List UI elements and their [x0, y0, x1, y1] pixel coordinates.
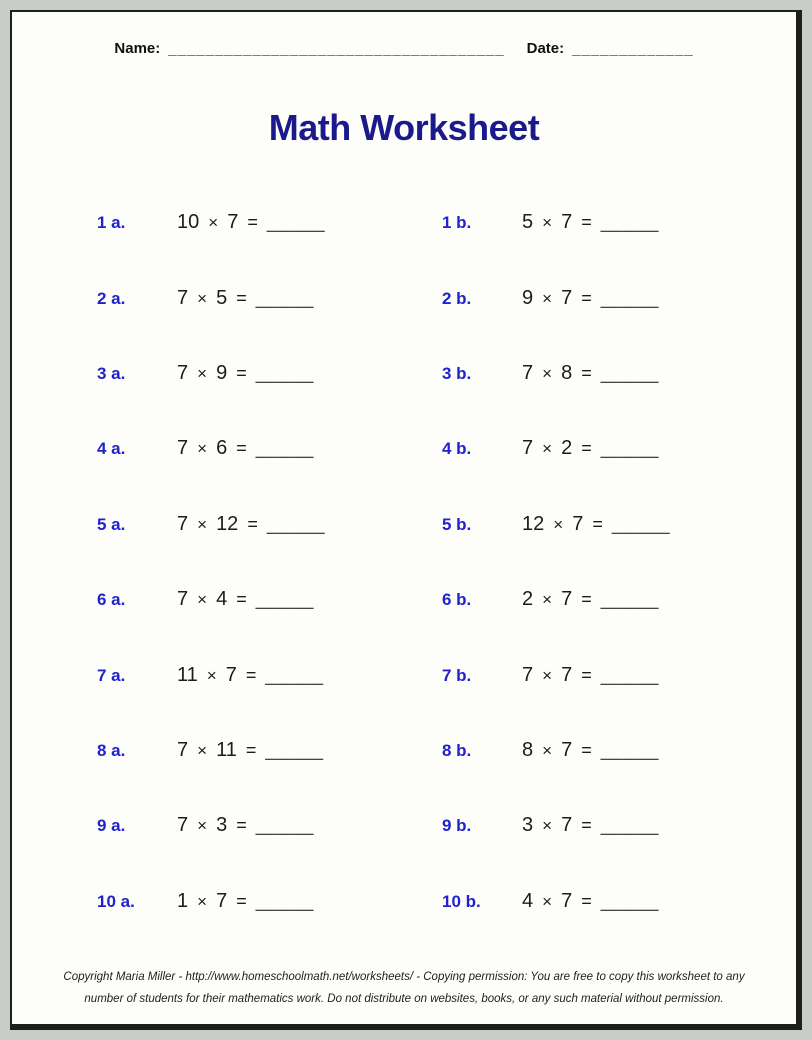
equals-sign: =: [581, 212, 592, 233]
factor-1: 1: [177, 889, 189, 912]
name-fill-line: ____________________________________: [168, 40, 505, 57]
problem-cell-b: [442, 890, 787, 913]
problem-number: 9 b.: [442, 816, 472, 836]
problem-number: 8 a.: [97, 740, 126, 760]
problem-cell-a: [97, 211, 442, 234]
factor-1: 4: [522, 889, 534, 912]
equals-sign: =: [581, 815, 592, 836]
footer-line-2: number of students for their mathematics work. Do not distribute on websites, books, or any such material without permission.: [84, 992, 724, 1005]
problem-number: 4 a.: [97, 439, 126, 459]
factor-1: 7: [177, 512, 189, 535]
equals-sign: =: [581, 589, 592, 610]
factor-1: 8: [522, 738, 534, 761]
problem-expression: [177, 664, 323, 687]
problem-expression: [522, 513, 670, 536]
problem-expression: [522, 362, 659, 385]
factor-2: 4: [216, 588, 228, 611]
factor-1: 7: [522, 361, 534, 384]
problem-number: 1 b.: [442, 213, 472, 233]
factor-1: 9: [522, 286, 534, 309]
answer-blank: _____: [265, 738, 324, 761]
problem-number: 6 a.: [97, 590, 126, 610]
factor-1: 7: [177, 437, 189, 460]
problem-cell-b: [442, 437, 787, 460]
problem-number: 10 b.: [442, 891, 481, 911]
problem-row: [97, 487, 776, 562]
multiply-sign: ×: [542, 891, 553, 911]
factor-2: 12: [216, 512, 239, 535]
factor-2: 7: [227, 211, 239, 234]
multiply-sign: ×: [197, 514, 208, 534]
factor-1: 7: [177, 588, 189, 611]
date-fill-line: _____________: [572, 40, 694, 57]
problem-expression: [177, 437, 314, 460]
factor-1: 7: [177, 814, 189, 837]
problem-cell-a: [97, 437, 442, 460]
factor-2: 7: [561, 211, 573, 234]
factor-1: 7: [522, 663, 534, 686]
problem-cell-a: [97, 362, 442, 385]
equals-sign: =: [581, 362, 592, 383]
problem-cell-b: [442, 362, 787, 385]
problem-number: 3 a.: [97, 363, 126, 383]
multiply-sign: ×: [542, 816, 553, 836]
factor-2: 7: [561, 286, 573, 309]
factor-2: 7: [561, 738, 573, 761]
problem-expression: [177, 211, 325, 234]
equals-sign: =: [236, 287, 247, 308]
answer-blank: _____: [600, 738, 659, 761]
answer-blank: _____: [600, 437, 659, 460]
multiply-sign: ×: [197, 816, 208, 836]
factor-1: 7: [177, 286, 189, 309]
problem-number: 10 a.: [97, 891, 135, 911]
problem-cell-a: [97, 513, 442, 536]
problem-number: 9 a.: [97, 816, 126, 836]
problem-expression: [522, 814, 659, 837]
problem-row: [97, 788, 776, 863]
answer-blank: _____: [265, 663, 324, 686]
problem-expression: [522, 739, 659, 762]
problem-expression: [522, 890, 659, 913]
problem-number: 6 b.: [442, 590, 472, 610]
problem-expression: [522, 437, 659, 460]
multiply-sign: ×: [542, 288, 553, 308]
problem-expression: [522, 588, 659, 611]
factor-2: 9: [216, 361, 228, 384]
equals-sign: =: [592, 513, 603, 534]
page-title: Math Worksheet: [268, 107, 540, 148]
factor-2: 3: [216, 814, 228, 837]
answer-blank: _____: [255, 814, 314, 837]
multiply-sign: ×: [542, 590, 553, 610]
problem-cell-a: [97, 664, 442, 687]
factor-2: 7: [216, 889, 228, 912]
factor-2: 5: [216, 286, 228, 309]
multiply-sign: ×: [197, 740, 208, 760]
date-label: Date:: [526, 40, 565, 57]
multiply-sign: ×: [542, 213, 553, 233]
equals-sign: =: [247, 513, 258, 534]
factor-1: 7: [177, 361, 189, 384]
problem-expression: [177, 588, 314, 611]
answer-blank: _____: [600, 211, 659, 234]
multiply-sign: ×: [553, 514, 564, 534]
problem-expression: [177, 362, 314, 385]
equals-sign: =: [236, 815, 247, 836]
header-row: [12, 40, 796, 57]
equals-sign: =: [581, 664, 592, 685]
factor-2: 7: [572, 512, 584, 535]
problem-row: [97, 336, 776, 411]
equals-sign: =: [245, 664, 257, 685]
answer-blank: _____: [255, 437, 314, 460]
problem-cell-a: [97, 814, 442, 837]
multiply-sign: ×: [206, 665, 217, 685]
answer-blank: _____: [600, 814, 659, 837]
factor-1: 12: [522, 512, 545, 535]
equals-sign: =: [247, 212, 258, 233]
problem-expression: [177, 513, 325, 536]
problem-number: 4 b.: [442, 439, 472, 459]
answer-blank: _____: [266, 512, 325, 535]
factor-1: 3: [522, 814, 534, 837]
problem-row: [97, 260, 776, 335]
multiply-sign: ×: [542, 665, 553, 685]
factor-1: 5: [522, 211, 534, 234]
equals-sign: =: [581, 739, 592, 760]
answer-blank: _____: [255, 361, 314, 384]
problem-number: 3 b.: [442, 363, 472, 383]
problem-row: [97, 637, 776, 712]
problem-row: [97, 185, 776, 260]
equals-sign: =: [236, 589, 247, 610]
multiply-sign: ×: [197, 590, 208, 610]
problems-grid: [12, 185, 796, 939]
factor-1: 10: [177, 211, 200, 234]
problem-number: 2 a.: [97, 288, 126, 308]
problem-number: 7 b.: [442, 665, 472, 685]
problem-cell-b: [442, 739, 787, 762]
problem-cell-a: [97, 739, 442, 762]
factor-1: 2: [522, 588, 534, 611]
factor-2: 7: [561, 588, 573, 611]
equals-sign: =: [245, 739, 257, 760]
equals-sign: =: [236, 362, 247, 383]
equals-sign: =: [236, 438, 247, 459]
answer-blank: _____: [255, 286, 314, 309]
answer-blank: _____: [600, 588, 659, 611]
multiply-sign: ×: [197, 288, 208, 308]
factor-2: 7: [225, 663, 237, 686]
answer-blank: _____: [255, 588, 314, 611]
multiply-sign: ×: [542, 439, 553, 459]
problem-row: [97, 864, 776, 939]
factor-2: 8: [561, 361, 573, 384]
factor-2: 7: [561, 889, 573, 912]
multiply-sign: ×: [197, 363, 208, 383]
problem-row: [97, 562, 776, 637]
factor-2: 7: [561, 814, 573, 837]
factor-1: 7: [177, 738, 189, 761]
equals-sign: =: [581, 287, 592, 308]
problem-number: 7 a.: [97, 665, 126, 685]
problem-expression: [177, 739, 323, 762]
problem-expression: [522, 664, 659, 687]
problem-row: [97, 713, 776, 788]
problem-number: 1 a.: [97, 213, 126, 233]
equals-sign: =: [581, 890, 592, 911]
factor-2: 7: [561, 663, 573, 686]
problem-number: 8 b.: [442, 740, 472, 760]
problem-number: 5 b.: [442, 514, 472, 534]
multiply-sign: ×: [197, 891, 208, 911]
problem-expression: [177, 814, 314, 837]
problem-cell-b: [442, 814, 787, 837]
factor-2: 11: [216, 738, 237, 761]
problem-cell-a: [97, 287, 442, 310]
footer-line-1: Copyright Maria Miller - http://www.homeschoolmath.net/worksheets/ - Copying permission: You are free to copy this worksheet to any: [63, 971, 745, 984]
factor-1: 7: [522, 437, 534, 460]
problem-cell-a: [97, 890, 442, 913]
answer-blank: _____: [600, 663, 659, 686]
answer-blank: _____: [611, 512, 670, 535]
answer-blank: _____: [600, 889, 659, 912]
factor-2: 6: [216, 437, 228, 460]
problem-cell-b: [442, 664, 787, 687]
problem-row: [97, 411, 776, 486]
equals-sign: =: [581, 438, 592, 459]
footer-copyright: [12, 967, 796, 1010]
multiply-sign: ×: [542, 740, 553, 760]
equals-sign: =: [236, 890, 247, 911]
problem-expression: [522, 287, 659, 310]
name-label: Name:: [114, 40, 161, 57]
problem-cell-b: [442, 287, 787, 310]
problem-cell-b: [442, 588, 787, 611]
problem-number: 2 b.: [442, 288, 472, 308]
multiply-sign: ×: [197, 439, 208, 459]
problem-cell-b: [442, 211, 787, 234]
answer-blank: _____: [600, 361, 659, 384]
answer-blank: _____: [600, 286, 659, 309]
problem-expression: [177, 287, 314, 310]
worksheet-page: [10, 10, 802, 1030]
multiply-sign: ×: [208, 213, 219, 233]
answer-blank: _____: [255, 889, 314, 912]
problem-cell-b: [442, 513, 787, 536]
multiply-sign: ×: [542, 363, 553, 383]
problem-number: 5 a.: [97, 514, 126, 534]
answer-blank: _____: [266, 211, 325, 234]
problem-expression: [522, 211, 659, 234]
problem-expression: [177, 890, 314, 913]
problem-cell-a: [97, 588, 442, 611]
factor-2: 2: [561, 437, 573, 460]
factor-1: 11: [177, 663, 198, 686]
